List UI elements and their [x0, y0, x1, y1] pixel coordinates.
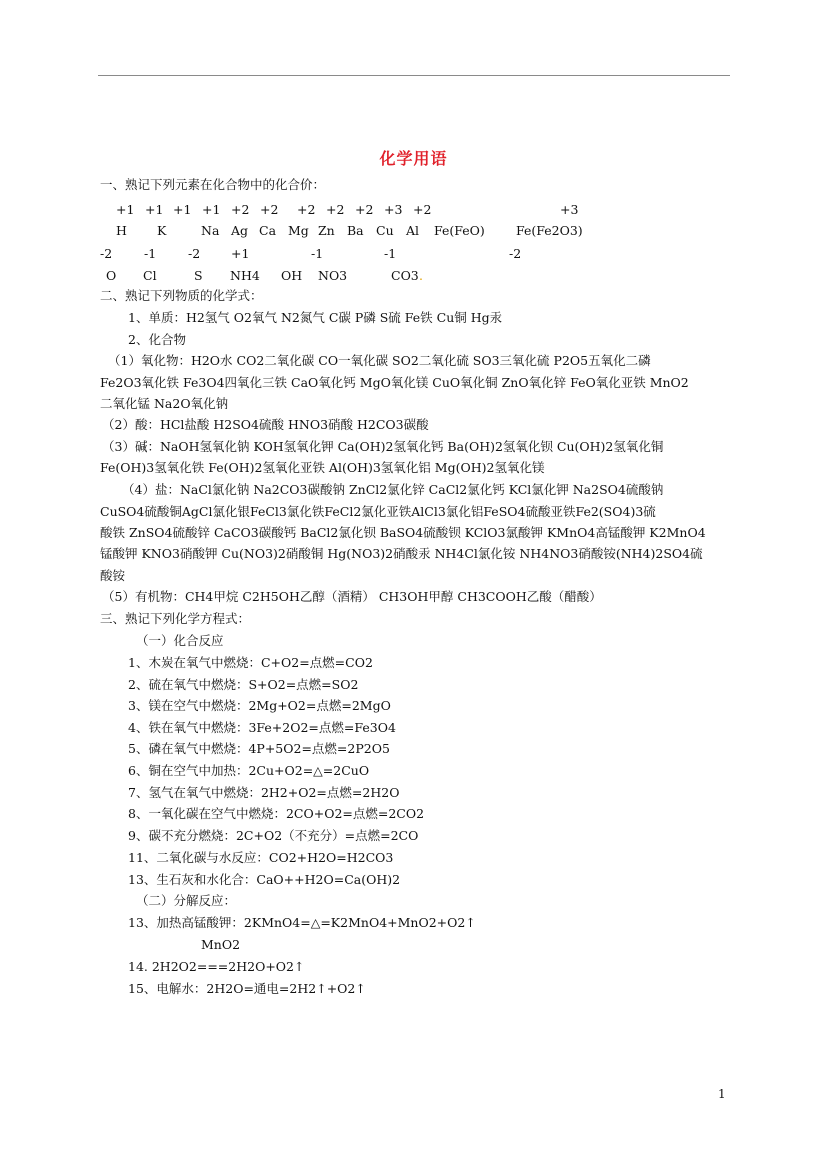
- section1-heading: 一、熟记下列元素在化合物中的化合价：: [100, 177, 326, 192]
- section2-heading: 二、熟记下列物质的化学式：: [100, 288, 263, 303]
- section2-line: （3）碱：NaOH氢氧化钠 KOH氢氧化钾 Ca(OH)2氢氧化钙 Ba(OH)2氢氧化钡 Cu(OH)2氢氧化铜: [102, 439, 664, 454]
- valence-Na: +1: [173, 202, 192, 217]
- section2-line: Fe(OH)3氢氧化铁 Fe(OH)2氢氧化亚铁 Al(OH)3氢氧化铝 Mg(OH)2氢氧化镁: [100, 460, 545, 475]
- section2-line: 二氧化锰 Na2O氧化钠: [100, 396, 229, 411]
- section3-line: 11、二氧化碳与水反应：CO2+H2O=H2CO3: [128, 850, 394, 865]
- section3-line: 8、一氧化碳在空气中燃烧：2CO+O2=点燃=2CO2: [128, 806, 425, 821]
- element-Cl: Cl: [143, 268, 157, 283]
- section3-line: 14. 2H2O2===2H2O+O2↑: [128, 959, 305, 974]
- section3-line: 5、磷在氧气中燃烧：4P+5O2=点燃=2P2O5: [128, 741, 390, 756]
- valence-Ag: +1: [202, 202, 221, 217]
- element-Fe-FeO: Fe(FeO): [434, 223, 485, 238]
- section3-line: 15、电解水：2H2O=通电=2H2↑+O2↑: [128, 981, 366, 996]
- section2-line: 酸铁 ZnSO4硫酸锌 CaCO3碳酸钙 BaCl2氯化钡 BaSO4硫酸钡 KClO3氯酸钾 KMnO4高锰酸钾 K2MnO4: [100, 525, 706, 540]
- valence-Cl: -1: [144, 246, 157, 261]
- section2-line: 1、单质：H2氢气 O2氧气 N2氮气 C碳 P磷 S硫 Fe铁 Cu铜 Hg汞: [128, 310, 503, 325]
- section3-line: 6、铜在空气中加热：2Cu+O2=△=2CuO: [128, 763, 370, 778]
- element-row-1: [0, 223, 827, 239]
- section3-line: 4、铁在氧气中燃烧：3Fe+2O2=点燃=Fe3O4: [128, 720, 396, 735]
- element-Ca: Ca: [259, 223, 277, 238]
- section3-line: 13、加热高锰酸钾：2KMnO4=△=K2MnO4+MnO2+O2↑: [128, 915, 476, 930]
- element-Cu: Cu: [376, 223, 394, 238]
- element-CO3: CO3: [391, 268, 419, 283]
- section3-line: （二）分解反应：: [136, 893, 237, 908]
- section3-line: 7、氢气在氧气中燃烧：2H2+O2=点燃=2H2O: [128, 785, 400, 800]
- valence-NO3: -1: [384, 246, 397, 261]
- valence-Fe-Fe2O3: +3: [560, 202, 579, 217]
- element-NH4: NH4: [230, 268, 260, 283]
- valence-Cu: +2: [355, 202, 374, 217]
- element-K: K: [157, 223, 167, 238]
- valence-H: +1: [116, 202, 135, 217]
- valence-K: +1: [145, 202, 164, 217]
- section3-line: 9、碳不充分燃烧：2C+O2（不充分）=点燃=2CO: [128, 828, 419, 843]
- section2-line: 酸铵: [100, 568, 126, 583]
- section2-line: （1）氧化物：H2O水 CO2二氧化碳 CO一氧化碳 SO2二氧化硫 SO3三氧化硫 P2O5五氧化二磷: [108, 353, 651, 368]
- catalyst-label: MnO2: [201, 937, 241, 952]
- valence-row-1: [0, 202, 827, 218]
- element-S: S: [194, 268, 203, 283]
- valence-row-2: [0, 246, 827, 262]
- section3-line: 1、木炭在氧气中燃烧：C+O2=点燃=CO2: [128, 655, 373, 670]
- section3-heading: 三、熟记下列化学方程式：: [100, 611, 251, 626]
- element-Ag: Ag: [231, 223, 249, 238]
- section3-line: 2、硫在氧气中燃烧：S+O2=点燃=SO2: [128, 677, 359, 692]
- section2-line: （4）盐：NaCl氯化钠 Na2CO3碳酸钠 ZnCl2氯化锌 CaCl2氯化钙 KCl氯化钾 Na2SO4硫酸钠: [122, 482, 664, 497]
- element-Fe-Fe2O3: Fe(Fe2O3): [516, 223, 583, 238]
- valence-Ca: +2: [231, 202, 250, 217]
- element-O: O: [106, 268, 117, 283]
- section3-line: 13、生石灰和水化合：CaO++H2O=Ca(OH)2: [128, 872, 401, 887]
- valence-Zn: +2: [297, 202, 316, 217]
- valence-OH: -1: [311, 246, 324, 261]
- element-row-2: [0, 268, 827, 284]
- element-Mg: Mg: [288, 223, 309, 238]
- element-NO3: NO3: [318, 268, 348, 283]
- section2-line: Fe2O3氧化铁 Fe3O4四氧化三铁 CaO氧化钙 MgO氧化镁 CuO氧化铜 ZnO氧化锌 FeO氧化亚铁 MnO2: [100, 375, 689, 390]
- element-Al: Al: [406, 223, 420, 238]
- section2-line: 2、化合物: [128, 332, 186, 347]
- valence-S: -2: [188, 246, 201, 261]
- element-H: H: [116, 223, 127, 238]
- valence-O: -2: [100, 246, 113, 261]
- section2-line: CuSO4硫酸铜AgCl氯化银FeCl3氯化铁FeCl2氯化亚铁AlCl3氯化铝FeSO4硫酸亚铁Fe2(SO4)3硫: [100, 504, 656, 519]
- valence-Ba: +2: [326, 202, 345, 217]
- element-dot: .: [419, 268, 423, 283]
- element-Na: Na: [201, 223, 220, 238]
- valence-Mg: +2: [260, 202, 279, 217]
- valence-Al: +3: [384, 202, 403, 217]
- element-Ba: Ba: [347, 223, 364, 238]
- valence-NH4: +1: [231, 246, 250, 261]
- document-title: 化学用语: [379, 149, 448, 168]
- section3-line: （一）化合反应: [136, 633, 224, 648]
- valence-Fe-FeO: +2: [413, 202, 432, 217]
- element-Zn: Zn: [318, 223, 335, 238]
- section3-line: 3、镁在空气中燃烧：2Mg+O2=点燃=2MgO: [128, 698, 391, 713]
- page-number: 1: [718, 1087, 726, 1101]
- section2-line: （5）有机物：CH4甲烷 C2H5OH乙醇（酒精） CH3OH甲醇 CH3COOH乙酸（醋酸）: [102, 589, 602, 604]
- valence-CO3: -2: [509, 246, 522, 261]
- section2-line: 锰酸钾 KNO3硝酸钾 Cu(NO3)2硝酸铜 Hg(NO3)2硝酸汞 NH4Cl氯化铵 NH4NO3硝酸铵(NH4)2SO4硫: [100, 546, 703, 561]
- section2-line: （2）酸：HCl盐酸 H2SO4硫酸 HNO3硝酸 H2CO3碳酸: [102, 417, 429, 432]
- element-OH: OH: [281, 268, 303, 283]
- header-rule: [98, 75, 730, 76]
